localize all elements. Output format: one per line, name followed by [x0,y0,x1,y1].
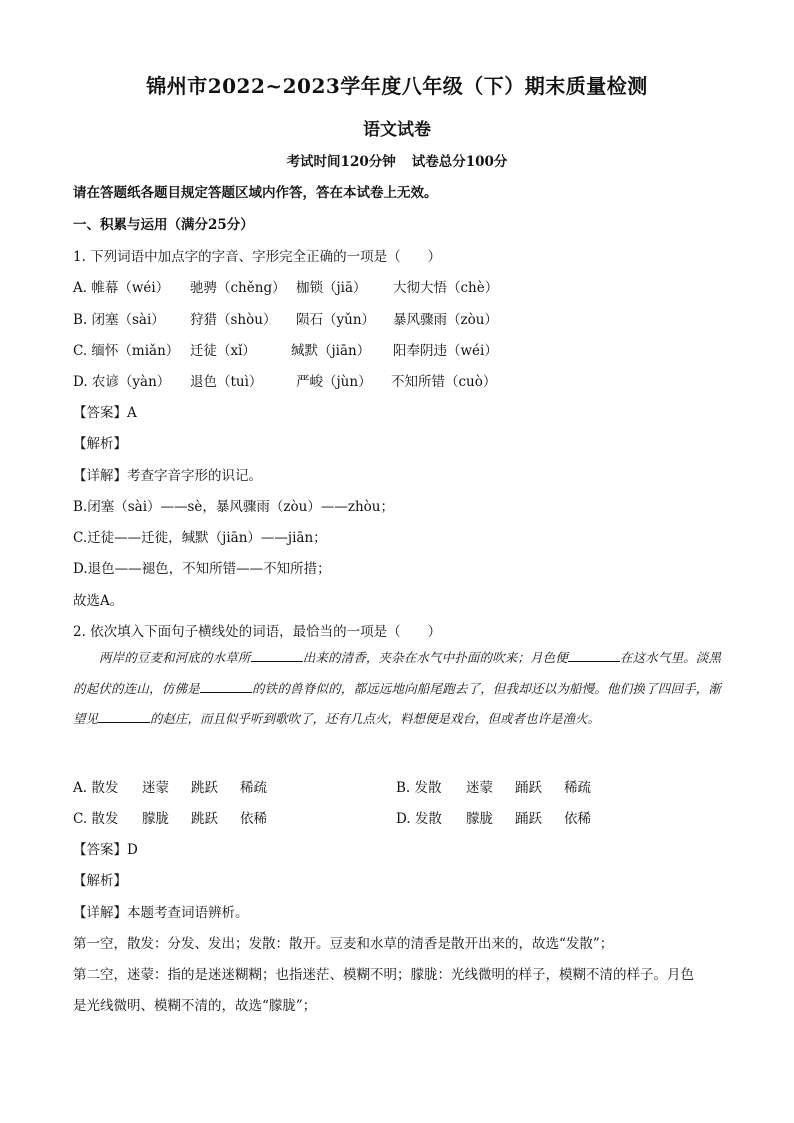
q1-b-4: 暴风骤雨（zòu） [393,312,498,328]
q1-detail-line-2: C.迁徒——迁徙，缄默（jiān）——jiān； [73,530,327,546]
q1-d-1: D. 农谚（yàn） [73,374,171,390]
q2-a-1: A. 散发 [73,780,119,796]
q1-c-3: 缄默（jiān） [291,343,371,359]
q1-detail-line-1: B.闭塞（sài）——sè，暴风骤雨（zòu）——zhòu； [73,499,394,515]
q1-analysis-tag: 【解析】 [73,436,127,452]
q2-c-1: C. 散发 [73,811,119,827]
q2-d-2: 朦胧 [466,811,493,827]
q1-a-1: A. 帷幕（wéi） [73,280,170,296]
detail-text: 考查字音字形的识记。 [127,468,262,484]
q2-b-3: 踊跃 [515,780,542,796]
q2-b-1: B. 发散 [396,780,442,796]
q1-answer [73,401,137,421]
answer-tag: 【答案】 [73,405,127,421]
q1-d-3: 严峻（jùn） [296,374,372,390]
q2-analysis-tag: 【解析】 [73,873,127,889]
blank-1 [251,649,303,662]
page-title: 锦州市2022~2023学年度八年级（下）期末质量检测 [146,74,648,98]
q2-d-3: 踊跃 [515,811,542,827]
q2-a-3: 跳跃 [191,780,218,796]
page-subtitle: 语文试卷 [363,120,431,140]
q1-detail [73,464,262,484]
passage-part-2: 出来的清香，夹杂在水气中扑面的吹来；月色便 [302,650,568,665]
q2-detail-line-2b: 是光线微明、模糊不清的，故选“朦胧”； [73,998,317,1014]
q1-c-4: 阳奉阴违（wéi） [393,343,498,359]
q2-d-4: 依稀 [564,811,591,827]
q1-b-3: 陨石（yǔn） [296,312,376,328]
q2-detail-line-1: 第一空，散发：分发、发出；发散：散开。豆麦和水草的清香是散开出来的，故选“发散”； [73,936,614,952]
q2-answer [73,838,138,858]
q1-d-4: 不知所错（cuò） [391,374,497,390]
blank-3 [200,680,252,693]
q2-stem: 2. 依次填入下面句子横线处的词语，最恰当的一项是（ ） [73,624,442,640]
q2-a-4: 稀疏 [240,780,267,796]
passage-part-1: 两岸的豆麦和河底的水草所 [99,650,251,665]
answer-value: D [127,842,138,858]
q2-passage [73,643,721,735]
q2-c-3: 跳跃 [191,811,218,827]
exam-info [0,150,794,170]
instruction: 请在答题纸各题目规定答题区域内作答，答在本试卷上无效。 [73,185,438,201]
q1-a-4: 大彻大悟（chè） [393,280,499,296]
q1-b-2: 狩猎（shòu） [190,312,277,328]
q2-d-1: D. 发散 [396,811,442,827]
q2-detail [73,901,249,921]
blank-4 [98,710,150,723]
q2-detail-line-2a: 第二空，迷蒙：指的是迷迷糊糊；也指迷茫、模糊不明；朦胧：光线微明的样子，模糊不清的样子。月色 [73,967,694,983]
q1-stem: 1. 下列词语中加点字的字音、字形完全正确的一项是（ ） [73,249,442,265]
blank-2 [568,649,620,662]
q1-a-3: 枷锁（jiā） [296,280,367,296]
q2-b-4: 稀疏 [564,780,591,796]
q1-a-2: 驰骋（chěng） [190,280,286,296]
passage-part-5: 的赵庄，而且似乎听到歌吹了，还有几点火，料想便是戏台，但或者也许是渔火。 [150,711,601,726]
answer-tag: 【答案】 [73,842,127,858]
q1-c-1: C. 缅怀（miǎn） [73,343,180,359]
q2-b-2: 迷蒙 [466,780,493,796]
exam-score: 试卷总分100分 [411,154,508,170]
section-heading: 一、积累与运用（满分25分） [73,217,254,233]
q2-c-4: 依稀 [240,811,267,827]
q1-d-2: 退色（tuì） [190,374,263,390]
exam-time: 考试时间120分钟 [286,154,396,170]
q2-a-2: 迷蒙 [142,780,169,796]
q1-conclusion: 故选A。 [73,593,124,609]
q1-detail-line-3: D.退色——褪色，不知所错——不知所措； [73,561,331,577]
q2-c-2: 朦胧 [142,811,169,827]
detail-text: 本题考查词语辨析。 [127,905,249,921]
passage-part-3: 在这水气里。淡黑的起伏的连山，仿佛是 [73,650,721,696]
q1-b-1: B. 闭塞（sài） [73,312,165,328]
detail-tag: 【详解】 [73,468,127,484]
detail-tag: 【详解】 [73,905,127,921]
answer-value: A [127,405,137,421]
q1-c-2: 迁徒（xǐ） [190,343,256,359]
passage-part-4: 的铁的兽脊似的，都远远地向船尾跑去了，但我却还以为船慢。他们换了四回手，渐望见 [73,680,721,726]
